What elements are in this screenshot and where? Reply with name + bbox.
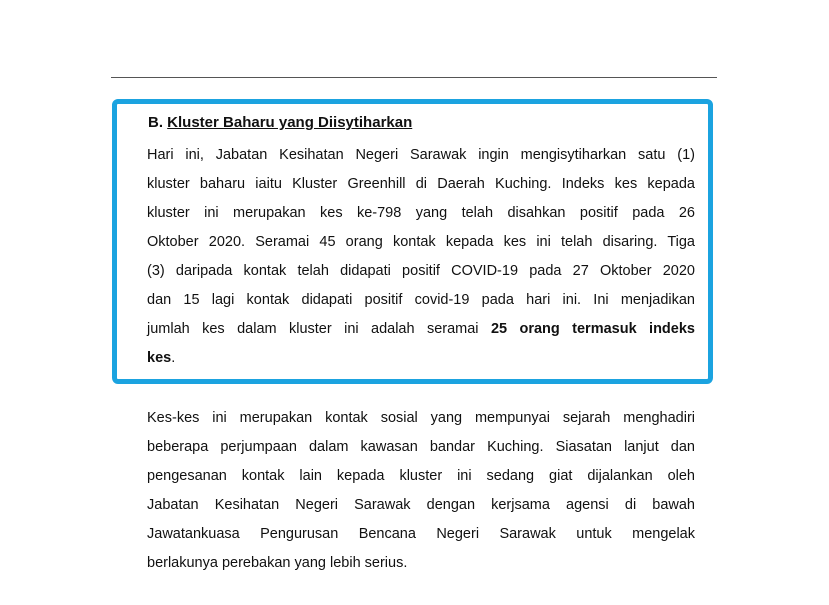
paragraph-line <box>147 344 695 373</box>
paragraph-cluster-declaration <box>147 141 695 373</box>
paragraph-line: kluster ini merupakan kes ke-798 yang telah disahkan positif pada 26 <box>147 205 695 221</box>
top-divider <box>111 77 717 78</box>
section-heading <box>148 113 412 133</box>
paragraph-contact-tracing <box>147 404 695 578</box>
section-title: Kluster Baharu yang Diisytiharkan <box>167 114 413 131</box>
paragraph-line: kluster baharu iaitu Kluster Greenhill di Daerah Kuching. Indeks kes kepada <box>147 176 695 192</box>
paragraph-line: pengesanan kontak lain kepada kluster ini sedang giat dijalankan oleh <box>147 468 695 484</box>
paragraph-line: Kes-kes ini merupakan kontak sosial yang mempunyai sejarah menghadiri <box>147 410 695 426</box>
paragraph-line: Jabatan Kesihatan Negeri Sarawak dengan kerjsama agensi di bawah <box>147 497 695 513</box>
section-letter: B. <box>148 114 163 131</box>
paragraph-line: (3) daripada kontak telah didapati positif COVID-19 pada 27 Oktober 2020 <box>147 263 695 279</box>
paragraph-line: Oktober 2020. Seramai 45 orang kontak kepada kes ini telah disaring. Tiga <box>147 234 695 250</box>
line-suffix: . <box>171 350 176 366</box>
bold-kes: kes <box>147 350 172 366</box>
paragraph-line <box>147 315 695 344</box>
paragraph-line: Jawatankuasa Pengurusan Bencana Negeri Sarawak untuk mengelak <box>147 526 695 542</box>
bold-case-count: 25 orang termasuk indeks <box>490 321 695 337</box>
paragraph-line: berlakunya perebakan yang lebih serius. <box>147 555 408 571</box>
paragraph-line: dan 15 lagi kontak didapati positif covid-19 pada hari ini. Ini menjadikan <box>147 292 695 308</box>
paragraph-line: beberapa perjumpaan dalam kawasan bandar Kuching. Siasatan lanjut dan <box>147 439 695 455</box>
paragraph-line: Hari ini, Jabatan Kesihatan Negeri Sarawak ingin mengisytiharkan satu (1) <box>147 147 695 163</box>
line-prefix: jumlah kes dalam kluster ini adalah seramai <box>147 321 479 337</box>
